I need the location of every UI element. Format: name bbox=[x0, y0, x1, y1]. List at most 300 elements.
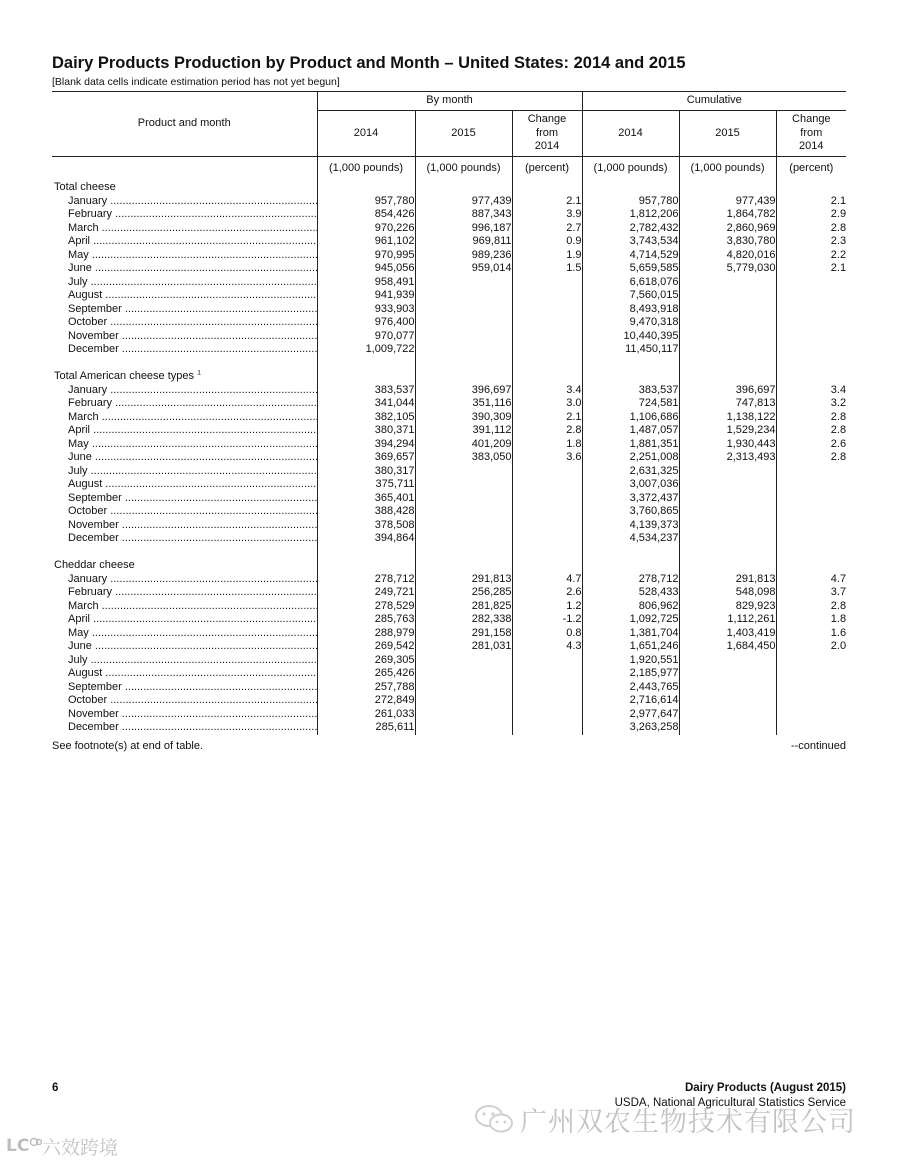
by-month-2014-cell: 249,721 bbox=[317, 586, 415, 600]
month-cell bbox=[52, 532, 317, 546]
month-label: July ..... bbox=[52, 465, 317, 479]
spacer-cell bbox=[512, 357, 582, 371]
month-cell bbox=[52, 694, 317, 708]
cumulative-2015-cell bbox=[679, 303, 776, 317]
empty-cell bbox=[317, 370, 415, 384]
cumulative-change-cell bbox=[776, 478, 846, 492]
cumulative-2014-cell: 2,977,647 bbox=[582, 708, 679, 722]
cumulative-2014-cell: 1,487,057 bbox=[582, 424, 679, 438]
table-row bbox=[52, 303, 846, 317]
section-title bbox=[52, 559, 317, 573]
cumulative-header: Cumulative bbox=[582, 92, 846, 111]
by-month-2015-cell bbox=[415, 519, 512, 533]
month-label: November ..... bbox=[52, 519, 317, 533]
by-month-change-cell: 4.7 bbox=[512, 573, 582, 587]
month-cell bbox=[52, 478, 317, 492]
empty-cell bbox=[512, 370, 582, 384]
month-label: June ..... bbox=[52, 262, 317, 276]
by-month-change-cell: 0.8 bbox=[512, 627, 582, 641]
table-row bbox=[52, 249, 846, 263]
by-month-2015-cell: 282,338 bbox=[415, 613, 512, 627]
cumulative-change-cell bbox=[776, 708, 846, 722]
by-month-2014-cell: 382,105 bbox=[317, 411, 415, 425]
by-month-2015-cell: 351,116 bbox=[415, 397, 512, 411]
table-row bbox=[52, 262, 846, 276]
by-month-change-cell: -1.2 bbox=[512, 613, 582, 627]
month-cell bbox=[52, 262, 317, 276]
section-name: Total cheese bbox=[54, 181, 116, 193]
month-label: March ..... bbox=[52, 411, 317, 425]
cumulative-change-cell bbox=[776, 532, 846, 546]
spacer-cell bbox=[415, 357, 512, 371]
by-month-change-cell bbox=[512, 654, 582, 668]
cumulative-change-header bbox=[776, 111, 846, 157]
by-month-change-cell bbox=[512, 519, 582, 533]
month-cell bbox=[52, 208, 317, 222]
by-month-change-cell bbox=[512, 316, 582, 330]
month-label: September ..... bbox=[52, 492, 317, 506]
month-cell bbox=[52, 222, 317, 236]
by-month-change-cell bbox=[512, 694, 582, 708]
by-month-2015-cell: 390,309 bbox=[415, 411, 512, 425]
by-month-change-cell: 3.9 bbox=[512, 208, 582, 222]
spacer-row bbox=[52, 357, 846, 371]
table-row bbox=[52, 640, 846, 654]
spacer-cell bbox=[52, 546, 317, 560]
cumulative-2014-cell: 1,920,551 bbox=[582, 654, 679, 668]
empty-cell bbox=[415, 181, 512, 195]
cumulative-2014-cell: 2,185,977 bbox=[582, 667, 679, 681]
cumulative-2014-cell: 957,780 bbox=[582, 195, 679, 209]
by-month-2014-cell: 945,056 bbox=[317, 262, 415, 276]
by-month-2015-cell bbox=[415, 532, 512, 546]
month-label: November ..... bbox=[52, 330, 317, 344]
cumulative-2014-cell: 11,450,117 bbox=[582, 343, 679, 357]
cumulative-change-cell bbox=[776, 330, 846, 344]
cumulative-2015-cell: 1,403,419 bbox=[679, 627, 776, 641]
by-month-2014-cell: 961,102 bbox=[317, 235, 415, 249]
by-month-2015-cell bbox=[415, 276, 512, 290]
month-label: April ..... bbox=[52, 613, 317, 627]
cumulative-2015-cell: 548,098 bbox=[679, 586, 776, 600]
table-row bbox=[52, 573, 846, 587]
publisher-line: USDA, National Agricultural Statistics Service bbox=[614, 1097, 846, 1109]
month-label: December ..... bbox=[52, 721, 317, 735]
cumulative-change-cell: 2.8 bbox=[776, 451, 846, 465]
by-month-2015-cell bbox=[415, 330, 512, 344]
by-month-2014-cell: 257,788 bbox=[317, 681, 415, 695]
by-month-2014-cell: 970,226 bbox=[317, 222, 415, 236]
change-label-line2: from bbox=[536, 126, 559, 139]
by-month-change-cell bbox=[512, 330, 582, 344]
spacer-cell bbox=[776, 546, 846, 560]
table-row bbox=[52, 397, 846, 411]
by-month-change-cell: 1.2 bbox=[512, 600, 582, 614]
section-title-cell bbox=[52, 181, 317, 195]
by-month-2014-cell: 933,903 bbox=[317, 303, 415, 317]
table-row bbox=[52, 532, 846, 546]
cumulative-change-cell: 2.8 bbox=[776, 222, 846, 236]
cumulative-2015-cell bbox=[679, 505, 776, 519]
production-table bbox=[52, 91, 846, 735]
table-row bbox=[52, 289, 846, 303]
cumulative-2015-cell bbox=[679, 478, 776, 492]
table-row bbox=[52, 208, 846, 222]
cumulative-2015-cell: 1,684,450 bbox=[679, 640, 776, 654]
by-month-2014-cell: 265,426 bbox=[317, 667, 415, 681]
cumulative-2015-cell bbox=[679, 519, 776, 533]
cumulative-change-cell: 1.6 bbox=[776, 627, 846, 641]
page-number: 6 bbox=[52, 1082, 59, 1094]
month-cell bbox=[52, 343, 317, 357]
by-month-change-cell bbox=[512, 478, 582, 492]
by-month-2014-cell: 369,657 bbox=[317, 451, 415, 465]
by-month-change-cell: 2.8 bbox=[512, 424, 582, 438]
cumulative-2014-cell: 724,581 bbox=[582, 397, 679, 411]
cumulative-2015-cell: 1,112,261 bbox=[679, 613, 776, 627]
by-month-change-cell: 0.9 bbox=[512, 235, 582, 249]
by-month-2014-cell: 269,305 bbox=[317, 654, 415, 668]
month-label: January ..... bbox=[52, 573, 317, 587]
cumulative-2014-cell: 1,092,725 bbox=[582, 613, 679, 627]
cumulative-change-cell bbox=[776, 492, 846, 506]
table-row bbox=[52, 451, 846, 465]
cumulative-2015-cell: 3,830,780 bbox=[679, 235, 776, 249]
table-body bbox=[52, 157, 846, 735]
section-title-cell bbox=[52, 370, 317, 384]
cumulative-2015-cell bbox=[679, 708, 776, 722]
by-month-change-cell: 3.6 bbox=[512, 451, 582, 465]
by-month-2014-cell: 394,864 bbox=[317, 532, 415, 546]
by-month-2015-header: 2015 bbox=[415, 111, 512, 157]
cumulative-change-cell: 4.7 bbox=[776, 573, 846, 587]
wechat-icon bbox=[474, 1104, 514, 1134]
empty-cell bbox=[776, 181, 846, 195]
cumulative-change-cell bbox=[776, 681, 846, 695]
section-title-cell bbox=[52, 559, 317, 573]
cumulative-2014-cell: 2,631,325 bbox=[582, 465, 679, 479]
month-label: November ..... bbox=[52, 708, 317, 722]
cumulative-change-cell: 3.2 bbox=[776, 397, 846, 411]
by-month-2015-cell: 887,343 bbox=[415, 208, 512, 222]
table-row bbox=[52, 276, 846, 290]
by-month-change-cell: 2.6 bbox=[512, 586, 582, 600]
cumulative-2015-cell: 396,697 bbox=[679, 384, 776, 398]
by-month-2014-cell: 285,611 bbox=[317, 721, 415, 735]
cumulative-2015-cell bbox=[679, 667, 776, 681]
cumulative-2015-cell: 747,813 bbox=[679, 397, 776, 411]
section-title bbox=[52, 181, 317, 195]
by-month-2015-cell bbox=[415, 478, 512, 492]
by-month-2015-cell bbox=[415, 654, 512, 668]
empty-cell bbox=[582, 559, 679, 573]
cumulative-change-cell: 2.8 bbox=[776, 424, 846, 438]
empty-cell bbox=[776, 370, 846, 384]
spacer-cell bbox=[582, 357, 679, 371]
by-month-change-cell: 2.1 bbox=[512, 195, 582, 209]
table-row bbox=[52, 505, 846, 519]
cumulative-2015-cell bbox=[679, 721, 776, 735]
cumulative-change-cell bbox=[776, 505, 846, 519]
month-cell bbox=[52, 667, 317, 681]
by-month-2014-cell: 380,317 bbox=[317, 465, 415, 479]
by-month-change-cell: 2.7 bbox=[512, 222, 582, 236]
by-month-2015-cell bbox=[415, 505, 512, 519]
month-cell bbox=[52, 438, 317, 452]
cumulative-2014-cell: 2,782,432 bbox=[582, 222, 679, 236]
cumulative-2015-cell: 291,813 bbox=[679, 573, 776, 587]
section-title bbox=[52, 370, 317, 384]
cumulative-change-cell: 2.9 bbox=[776, 208, 846, 222]
by-month-2015-cell bbox=[415, 681, 512, 695]
table-header bbox=[52, 92, 846, 157]
by-month-2014-cell: 1,009,722 bbox=[317, 343, 415, 357]
month-cell bbox=[52, 276, 317, 290]
by-month-2014-cell: 970,077 bbox=[317, 330, 415, 344]
table-row bbox=[52, 694, 846, 708]
cumulative-2014-cell: 806,962 bbox=[582, 600, 679, 614]
table-row bbox=[52, 330, 846, 344]
by-month-2014-cell: 365,401 bbox=[317, 492, 415, 506]
cumulative-2014-cell: 8,493,918 bbox=[582, 303, 679, 317]
section-header-row bbox=[52, 181, 846, 195]
by-month-2015-cell: 401,209 bbox=[415, 438, 512, 452]
cumulative-change-cell: 2.2 bbox=[776, 249, 846, 263]
month-label: February ..... bbox=[52, 586, 317, 600]
by-month-2015-cell: 291,158 bbox=[415, 627, 512, 641]
cumulative-change-cell: 3.7 bbox=[776, 586, 846, 600]
cumulative-2015-cell bbox=[679, 316, 776, 330]
empty-cell bbox=[415, 559, 512, 573]
month-cell bbox=[52, 384, 317, 398]
cumulative-2014-cell: 10,440,395 bbox=[582, 330, 679, 344]
by-month-2014-cell: 388,428 bbox=[317, 505, 415, 519]
cumulative-change-cell bbox=[776, 721, 846, 735]
month-cell bbox=[52, 627, 317, 641]
month-label: May ..... bbox=[52, 627, 317, 641]
cumulative-2015-cell bbox=[679, 343, 776, 357]
cumulative-change-cell: 2.8 bbox=[776, 600, 846, 614]
table-row bbox=[52, 438, 846, 452]
cumulative-2014-cell: 3,263,258 bbox=[582, 721, 679, 735]
cumulative-2015-cell bbox=[679, 694, 776, 708]
table-row bbox=[52, 222, 846, 236]
month-label: August ..... bbox=[52, 478, 317, 492]
month-cell bbox=[52, 397, 317, 411]
cumulative-change-cell: 2.1 bbox=[776, 195, 846, 209]
month-label: July ..... bbox=[52, 654, 317, 668]
product-and-month-header: Product and month bbox=[137, 117, 231, 130]
empty-cell bbox=[679, 181, 776, 195]
section-name: Cheddar cheese bbox=[54, 559, 135, 571]
by-month-2015-cell: 256,285 bbox=[415, 586, 512, 600]
corner-watermark-text: 六效跨境 bbox=[42, 1137, 119, 1159]
by-month-2015-cell bbox=[415, 465, 512, 479]
by-month-2015-cell: 281,031 bbox=[415, 640, 512, 654]
spacer-cell bbox=[52, 357, 317, 371]
cumulative-change-cell bbox=[776, 667, 846, 681]
cumulative-2015-cell bbox=[679, 276, 776, 290]
month-label: January ..... bbox=[52, 195, 317, 209]
by-month-2015-cell: 391,112 bbox=[415, 424, 512, 438]
change-label-line1: Change bbox=[527, 113, 567, 126]
publication-title: Dairy Products (August 2015) bbox=[684, 1082, 846, 1094]
by-month-change-cell: 1.5 bbox=[512, 262, 582, 276]
month-cell bbox=[52, 681, 317, 695]
cumulative-2014-cell: 1,812,206 bbox=[582, 208, 679, 222]
by-month-2014-cell: 278,712 bbox=[317, 573, 415, 587]
by-month-2015-cell bbox=[415, 303, 512, 317]
cumulative-change-cell bbox=[776, 316, 846, 330]
month-cell bbox=[52, 249, 317, 263]
by-month-2014-cell: 341,044 bbox=[317, 397, 415, 411]
by-month-2014-cell: 278,529 bbox=[317, 600, 415, 614]
cumulative-change-cell: 2.3 bbox=[776, 235, 846, 249]
by-month-2014-cell: 958,491 bbox=[317, 276, 415, 290]
cumulative-2014-cell: 2,716,614 bbox=[582, 694, 679, 708]
spacer-cell bbox=[679, 357, 776, 371]
month-label: May ..... bbox=[52, 249, 317, 263]
cumulative-2015-header: 2015 bbox=[679, 111, 776, 157]
by-month-2015-cell: 969,811 bbox=[415, 235, 512, 249]
cumulative-2015-cell: 2,313,493 bbox=[679, 451, 776, 465]
unit-label: (1,000 pounds) bbox=[317, 157, 415, 182]
cumulative-change-cell bbox=[776, 289, 846, 303]
cumulative-2015-cell bbox=[679, 532, 776, 546]
by-month-2015-cell: 383,050 bbox=[415, 451, 512, 465]
month-label: March ..... bbox=[52, 222, 317, 236]
table-row bbox=[52, 586, 846, 600]
by-month-2014-cell: 375,711 bbox=[317, 478, 415, 492]
table-row bbox=[52, 195, 846, 209]
cumulative-2014-cell: 3,372,437 bbox=[582, 492, 679, 506]
by-month-2014-cell: 957,780 bbox=[317, 195, 415, 209]
empty-cell bbox=[512, 181, 582, 195]
month-cell bbox=[52, 451, 317, 465]
empty-cell bbox=[582, 181, 679, 195]
cumulative-change-cell: 2.8 bbox=[776, 411, 846, 425]
month-label: June ..... bbox=[52, 640, 317, 654]
month-label: February ..... bbox=[52, 397, 317, 411]
cumulative-2014-cell: 278,712 bbox=[582, 573, 679, 587]
by-month-2015-cell bbox=[415, 708, 512, 722]
by-month-2014-cell: 378,508 bbox=[317, 519, 415, 533]
cumulative-2014-header: 2014 bbox=[582, 111, 679, 157]
month-cell bbox=[52, 424, 317, 438]
cumulative-2015-cell: 2,860,969 bbox=[679, 222, 776, 236]
by-month-change-cell bbox=[512, 681, 582, 695]
month-cell bbox=[52, 721, 317, 735]
by-month-2014-cell: 269,542 bbox=[317, 640, 415, 654]
section-name: Total American cheese types bbox=[54, 370, 195, 382]
by-month-change-cell: 3.4 bbox=[512, 384, 582, 398]
empty-cell bbox=[679, 370, 776, 384]
cumulative-change-cell bbox=[776, 519, 846, 533]
continued-label: --continued bbox=[790, 740, 846, 752]
cumulative-2014-cell: 383,537 bbox=[582, 384, 679, 398]
cumulative-2015-cell bbox=[679, 465, 776, 479]
cumulative-change-cell: 2.0 bbox=[776, 640, 846, 654]
month-label: December ..... bbox=[52, 532, 317, 546]
by-month-2014-cell: 976,400 bbox=[317, 316, 415, 330]
month-cell bbox=[52, 492, 317, 506]
month-cell bbox=[52, 330, 317, 344]
unit-label: (percent) bbox=[512, 157, 582, 182]
month-cell bbox=[52, 411, 317, 425]
by-month-change-cell bbox=[512, 276, 582, 290]
by-month-change-cell bbox=[512, 505, 582, 519]
units-row bbox=[52, 157, 846, 182]
by-month-2015-cell: 959,014 bbox=[415, 262, 512, 276]
empty-cell bbox=[679, 559, 776, 573]
by-month-change-cell bbox=[512, 532, 582, 546]
table-row bbox=[52, 654, 846, 668]
change-label-line3: 2014 bbox=[534, 140, 560, 153]
month-cell bbox=[52, 465, 317, 479]
month-cell bbox=[52, 195, 317, 209]
month-label: April ..... bbox=[52, 424, 317, 438]
cumulative-2015-cell bbox=[679, 681, 776, 695]
by-month-2015-cell bbox=[415, 289, 512, 303]
cumulative-2014-cell: 9,470,318 bbox=[582, 316, 679, 330]
footnote-reference: See footnote(s) at end of table. bbox=[52, 740, 204, 752]
cumulative-change-cell bbox=[776, 343, 846, 357]
by-month-2014-cell: 941,939 bbox=[317, 289, 415, 303]
cumulative-2015-cell bbox=[679, 492, 776, 506]
table-row bbox=[52, 316, 846, 330]
by-month-2015-cell bbox=[415, 492, 512, 506]
table-row bbox=[52, 600, 846, 614]
by-month-2014-cell: 272,849 bbox=[317, 694, 415, 708]
page-subtitle: [Blank data cells indicate estimation period has not yet begun] bbox=[52, 76, 340, 88]
month-label: August ..... bbox=[52, 289, 317, 303]
cumulative-2014-cell: 2,443,765 bbox=[582, 681, 679, 695]
cumulative-change-cell bbox=[776, 654, 846, 668]
month-cell bbox=[52, 303, 317, 317]
month-label: March ..... bbox=[52, 600, 317, 614]
cumulative-2015-cell bbox=[679, 289, 776, 303]
change-label-line3: 2014 bbox=[799, 140, 824, 153]
units-blank bbox=[52, 157, 317, 182]
table-row bbox=[52, 708, 846, 722]
spacer-cell bbox=[512, 546, 582, 560]
month-label: May ..... bbox=[52, 438, 317, 452]
cumulative-2014-cell: 1,651,246 bbox=[582, 640, 679, 654]
by-month-2015-cell bbox=[415, 316, 512, 330]
empty-cell bbox=[582, 370, 679, 384]
cumulative-2015-cell bbox=[679, 654, 776, 668]
cumulative-2015-cell: 4,820,016 bbox=[679, 249, 776, 263]
cumulative-2014-cell: 1,881,351 bbox=[582, 438, 679, 452]
cumulative-change-cell bbox=[776, 276, 846, 290]
empty-cell bbox=[776, 559, 846, 573]
spacer-cell bbox=[317, 546, 415, 560]
month-label: September ..... bbox=[52, 681, 317, 695]
month-cell bbox=[52, 316, 317, 330]
cumulative-2015-cell bbox=[679, 330, 776, 344]
table-row bbox=[52, 667, 846, 681]
month-cell bbox=[52, 586, 317, 600]
change-label-line1: Change bbox=[792, 113, 831, 126]
by-month-2015-cell bbox=[415, 667, 512, 681]
by-month-change-cell: 1.9 bbox=[512, 249, 582, 263]
month-cell bbox=[52, 613, 317, 627]
cumulative-2014-cell: 4,139,373 bbox=[582, 519, 679, 533]
month-label: January ..... bbox=[52, 384, 317, 398]
month-label: October ..... bbox=[52, 505, 317, 519]
by-month-header: By month bbox=[317, 92, 582, 111]
by-month-2014-cell: 394,294 bbox=[317, 438, 415, 452]
